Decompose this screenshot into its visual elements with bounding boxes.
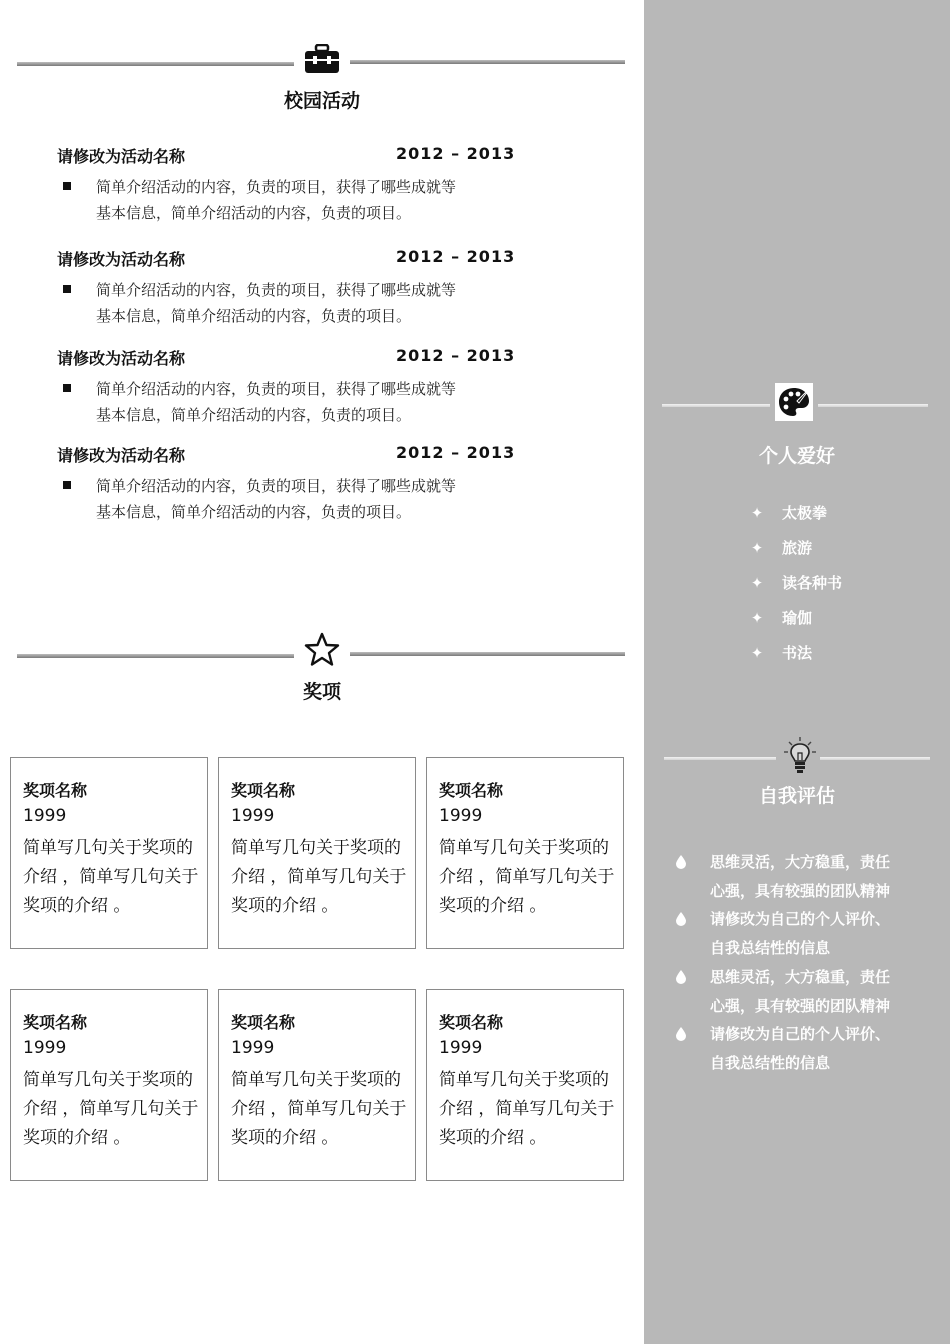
sidebar-divider-right [820, 757, 930, 760]
award-card [10, 989, 208, 1181]
award-title: 奖项名称 [23, 1013, 88, 1032]
award-card [426, 757, 624, 949]
square-bullet-icon [63, 481, 71, 489]
eval-text-line: 心强，具有较强的团队精神 [710, 882, 891, 900]
drop-icon [676, 1027, 686, 1041]
activity-desc-line: 简单介绍活动的内容，负责的项目，获得了哪些成就等 [96, 380, 457, 398]
award-title: 奖项名称 [439, 781, 504, 800]
drop-icon [676, 855, 686, 869]
activity-date: 2012 – 2013 [396, 443, 516, 462]
sparkle-icon: ✦ [750, 644, 764, 662]
activity-date: 2012 – 2013 [396, 144, 516, 163]
award-desc: 简单写几句关于奖项的介绍 ，简单写几句关于奖项的介绍 。 [23, 838, 199, 916]
award-title: 奖项名称 [231, 1013, 296, 1032]
activity-desc-line: 基本信息，简单介绍活动的内容，负责的项目。 [96, 406, 412, 424]
sidebar-divider-left [664, 757, 776, 760]
activity-desc-line: 简单介绍活动的内容，负责的项目，获得了哪些成就等 [96, 477, 457, 495]
award-year: 1999 [231, 806, 275, 826]
section-divider-right [350, 60, 625, 64]
hobby-item [748, 537, 812, 558]
drop-icon [676, 970, 686, 984]
award-card [10, 757, 208, 949]
drop-icon [676, 912, 686, 926]
activity-date: 2012 – 2013 [396, 247, 516, 266]
section-title-campus: 校园活动 [283, 90, 360, 112]
square-bullet-icon [63, 182, 71, 190]
hobby-label: 读各种书 [782, 574, 843, 592]
sidebar-title-hobbies: 个人爱好 [758, 445, 835, 467]
sparkle-icon: ✦ [750, 504, 764, 522]
award-year: 1999 [23, 1038, 67, 1058]
eval-text-line: 心强，具有较强的团队精神 [710, 997, 891, 1015]
activity-name: 请修改为活动名称 [57, 147, 186, 166]
eval-text-line: 请修改为自己的个人评价、 [710, 1025, 891, 1043]
hobby-label: 瑜伽 [782, 609, 813, 627]
palette-icon [775, 383, 813, 421]
hobby-item [748, 502, 827, 523]
award-title: 奖项名称 [23, 781, 88, 800]
award-year: 1999 [23, 806, 67, 826]
activity-desc-line: 基本信息，简单介绍活动的内容，负责的项目。 [96, 307, 412, 325]
award-desc: 简单写几句关于奖项的介绍 ，简单写几句关于奖项的介绍 。 [231, 838, 407, 916]
activity-desc-line: 基本信息，简单介绍活动的内容，负责的项目。 [96, 204, 412, 222]
sparkle-icon: ✦ [750, 539, 764, 557]
award-card [218, 989, 416, 1181]
section-divider-right [350, 652, 625, 656]
activity-desc-line: 简单介绍活动的内容，负责的项目，获得了哪些成就等 [96, 281, 457, 299]
section-divider-left [17, 62, 294, 66]
activity-desc-line: 简单介绍活动的内容，负责的项目，获得了哪些成就等 [96, 178, 457, 196]
hobby-label: 旅游 [782, 539, 813, 557]
toolbox-icon [303, 43, 341, 75]
section-divider-left [17, 654, 294, 658]
activity-name: 请修改为活动名称 [57, 349, 186, 368]
activity-name: 请修改为活动名称 [57, 446, 186, 465]
eval-text-line: 思维灵活，大方稳重，责任 [710, 968, 891, 986]
activity-date: 2012 – 2013 [396, 346, 516, 365]
eval-text-line: 思维灵活，大方稳重，责任 [710, 853, 891, 871]
sidebar [644, 0, 950, 1344]
square-bullet-icon [63, 384, 71, 392]
eval-text-line: 自我总结性的信息 [710, 1054, 831, 1072]
sidebar-title-self-eval: 自我评估 [758, 785, 835, 807]
award-title: 奖项名称 [439, 1013, 504, 1032]
award-desc: 简单写几句关于奖项的介绍 ，简单写几句关于奖项的介绍 。 [23, 1070, 199, 1148]
sparkle-icon: ✦ [750, 574, 764, 592]
lightbulb-icon [780, 736, 820, 776]
hobby-item [748, 642, 812, 663]
section-title-awards: 奖项 [302, 681, 341, 703]
hobby-item [748, 572, 842, 593]
eval-text-line: 请修改为自己的个人评价、 [710, 910, 891, 928]
award-year: 1999 [439, 806, 483, 826]
award-year: 1999 [439, 1038, 483, 1058]
square-bullet-icon [63, 285, 71, 293]
sparkle-icon: ✦ [750, 609, 764, 627]
award-card [426, 989, 624, 1181]
hobby-label: 书法 [782, 644, 813, 662]
award-desc: 简单写几句关于奖项的介绍 ，简单写几句关于奖项的介绍 。 [439, 1070, 615, 1148]
hobby-item [748, 607, 812, 628]
eval-text-line: 自我总结性的信息 [710, 939, 831, 957]
activity-desc-line: 基本信息，简单介绍活动的内容，负责的项目。 [96, 503, 412, 521]
sidebar-divider-right [818, 404, 928, 407]
award-desc: 简单写几句关于奖项的介绍 ，简单写几句关于奖项的介绍 。 [231, 1070, 407, 1148]
award-year: 1999 [231, 1038, 275, 1058]
award-desc: 简单写几句关于奖项的介绍 ，简单写几句关于奖项的介绍 。 [439, 838, 615, 916]
sidebar-divider-left [662, 404, 770, 407]
activity-name: 请修改为活动名称 [57, 250, 186, 269]
star-icon [302, 630, 342, 670]
award-title: 奖项名称 [231, 781, 296, 800]
hobby-label: 太极拳 [782, 504, 828, 522]
award-card [218, 757, 416, 949]
